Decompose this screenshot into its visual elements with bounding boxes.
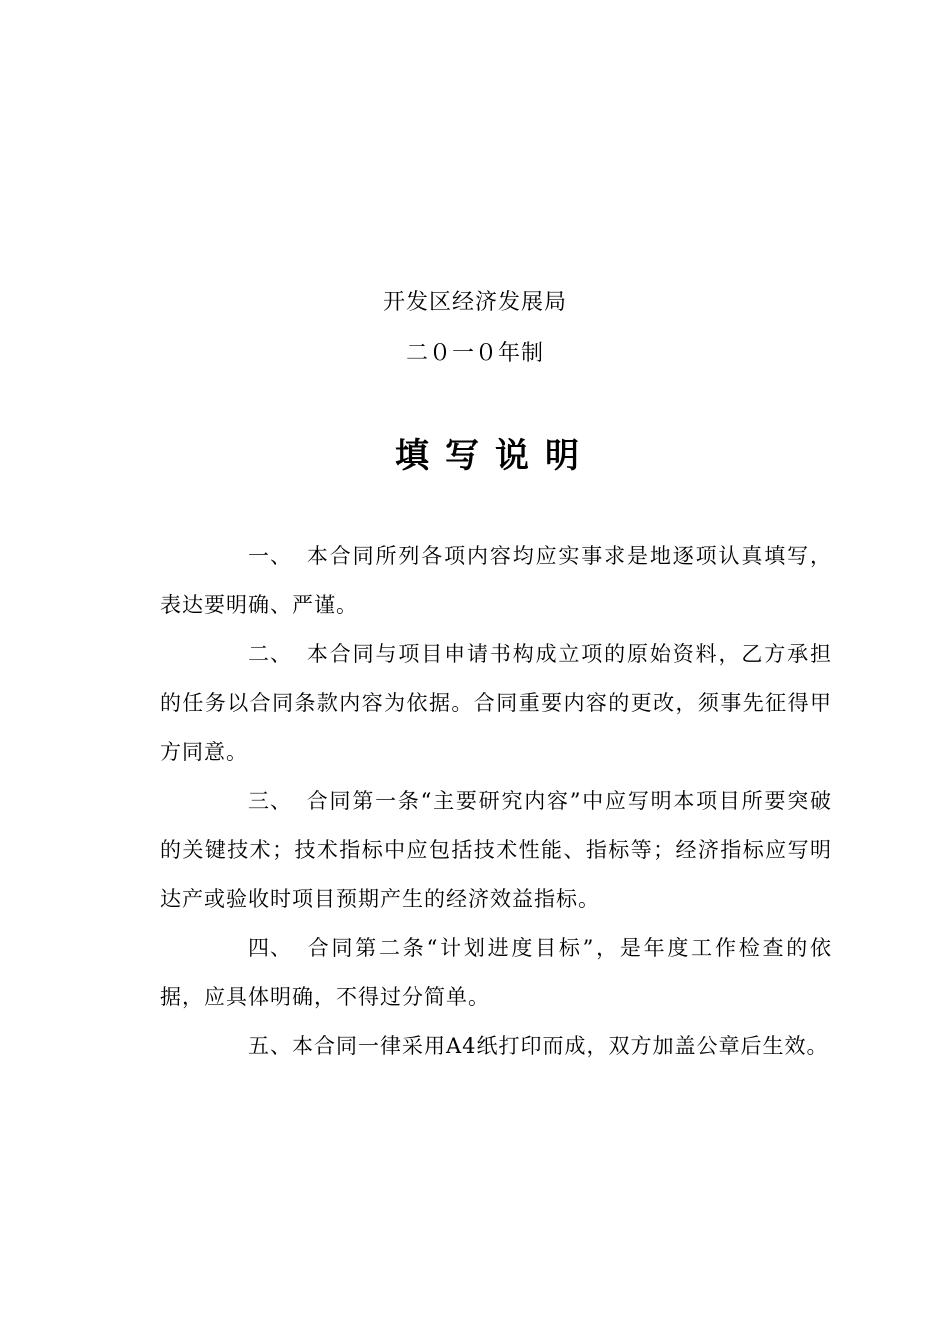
- page-title: 填写说明: [395, 436, 595, 476]
- instruction-number: 二、: [248, 642, 292, 666]
- instruction-item-4: [160, 924, 832, 1022]
- instruction-number: 五、: [248, 1034, 292, 1058]
- instructions-list: [160, 532, 832, 1071]
- instruction-text: 合同第一条“主要研究内容”中应写明本项目所要突破的关键技术；技术指标中应包括技术性能、指标等；经济指标应写明达产或验收时项目预期产生的经济效益指标。: [160, 789, 832, 911]
- instruction-item-3: [160, 777, 832, 924]
- issuer-organization: 开发区经济发展局: [382, 290, 567, 315]
- instruction-number: 一、: [248, 544, 292, 568]
- instruction-number: 三、: [248, 789, 292, 813]
- instruction-text: 本合同与项目申请书构成立项的原始资料，乙方承担的任务以合同条款内容为依据。合同重要内容的更改，须事先征得甲方同意。: [160, 642, 832, 764]
- instruction-text: 本合同所列各项内容均应实事求是地逐项认真填写，表达要明确、严谨。: [160, 544, 832, 617]
- instruction-text: 合同第二条“计划进度目标”，是年度工作检查的依据，应具体明确，不得过分简单。: [160, 936, 832, 1009]
- instruction-item-2: [160, 630, 832, 777]
- instruction-item-5: [160, 1022, 832, 1071]
- instruction-item-1: [160, 532, 832, 630]
- issuer-year: 二０一０年制: [405, 341, 544, 366]
- instruction-text: 本合同一律采用A4纸打印而成，双方加盖公章后生效。: [292, 1034, 829, 1058]
- instruction-number: 四、: [248, 936, 292, 960]
